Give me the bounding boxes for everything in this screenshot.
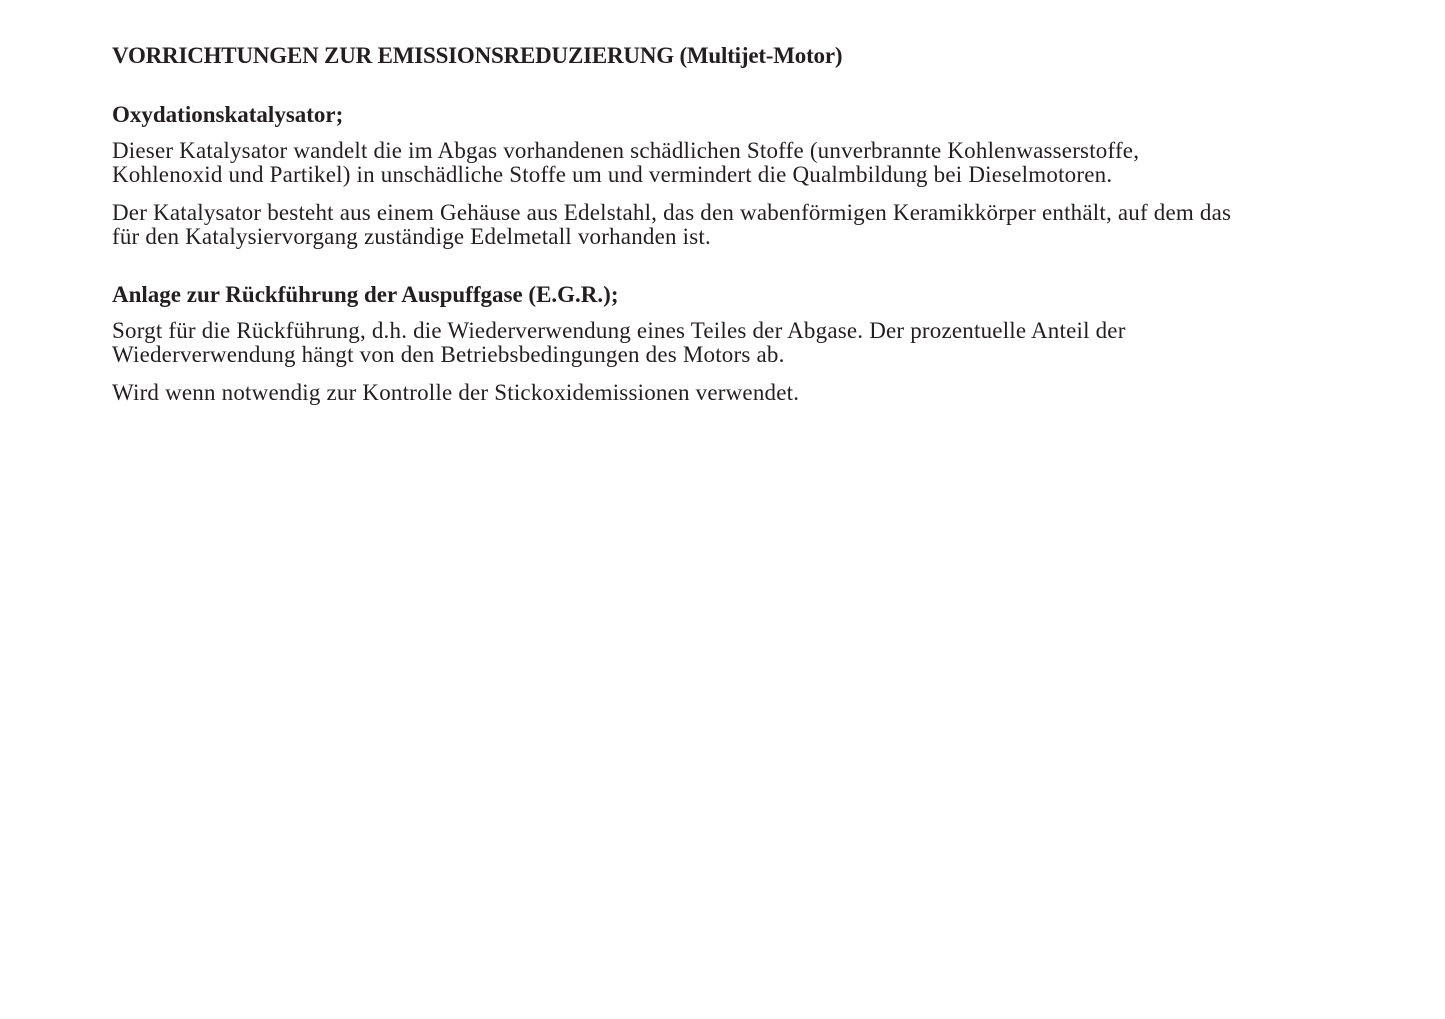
section-egr [112, 281, 1362, 405]
document-page [112, 42, 1362, 437]
paragraph-line: Wird wenn notwendig zur Kontrolle der Stickoxidemissionen verwendet. [112, 380, 800, 405]
paragraph-line: Der Katalysator besteht aus einem Gehäuse aus Edelstahl, das den wabenförmigen Keramikkörper enthält, auf dem das [112, 200, 1232, 225]
paragraph [112, 201, 1362, 249]
paragraph [112, 381, 1362, 405]
paragraph-line: Sorgt für die Rückführung, d.h. die Wiederverwendung eines Teiles der Abgase. Der prozentuelle Anteil der [112, 318, 1126, 343]
section-heading: Oxydationskatalysator; [112, 102, 344, 127]
paragraph-line: Wiederverwendung hängt von den Betriebsbedingungen des Motors ab. [112, 342, 785, 367]
paragraph-line: Kohlenoxid und Partikel) in unschädliche Stoffe um und vermindert die Qualmbildung bei Dieselmotoren. [112, 162, 1113, 187]
paragraph [112, 319, 1362, 367]
paragraph-line: für den Katalysiervorgang zuständige Edelmetall vorhanden ist. [112, 224, 711, 249]
paragraph [112, 139, 1362, 187]
page-title: VORRICHTUNGEN ZUR EMISSIONSREDUZIERUNG (Multijet-Motor) [112, 43, 843, 68]
section-heading: Anlage zur Rückführung der Auspuffgase (E.G.R.); [112, 282, 619, 307]
section-oxidation-catalyst [112, 101, 1362, 249]
paragraph-line: Dieser Katalysator wandelt die im Abgas vorhandenen schädlichen Stoffe (unverbrannte Kohlenwasserstoffe, [112, 138, 1140, 163]
